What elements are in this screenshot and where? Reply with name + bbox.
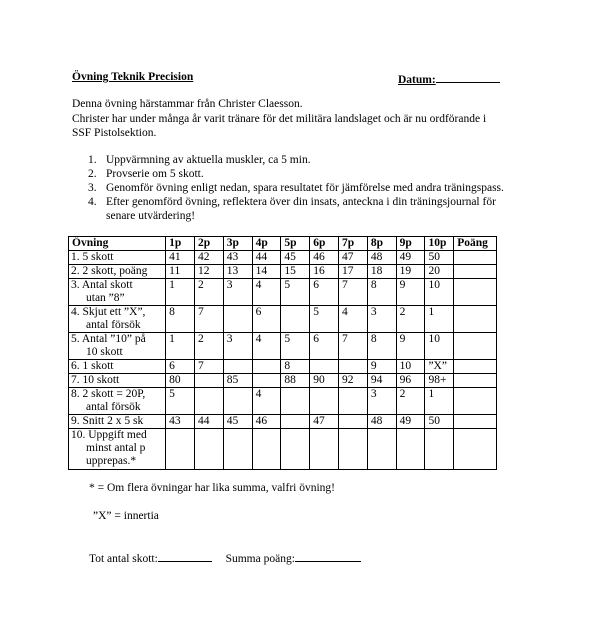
table-cell: 92 [339, 374, 368, 388]
step-number: 3. [88, 182, 97, 194]
table-cell: 9 [396, 279, 425, 306]
points-cell [454, 360, 497, 374]
table-cell: 43 [166, 415, 195, 429]
exercise-table [68, 236, 497, 470]
table-row [69, 279, 497, 306]
list-item [88, 153, 538, 167]
table-row [69, 251, 497, 265]
row-label-line: 5. Antal ”10” på [71, 333, 146, 345]
table-cell: 3 [367, 388, 396, 415]
points-cell [454, 265, 497, 279]
column-header: 5p [281, 237, 310, 251]
table-cell: 2 [194, 279, 223, 306]
table-cell [281, 429, 310, 470]
date-blank-line [436, 71, 500, 83]
table-cell: 49 [396, 251, 425, 265]
table-cell: 6 [252, 306, 281, 333]
table-cell: 44 [252, 251, 281, 265]
table-cell: 96 [396, 374, 425, 388]
row-label: 6. 1 skott [69, 360, 166, 374]
row-label [69, 279, 166, 306]
row-label [69, 333, 166, 360]
column-header: Poäng [454, 237, 497, 251]
table-row [69, 374, 497, 388]
table-cell: 9 [396, 333, 425, 360]
table-cell: 45 [281, 251, 310, 265]
table-cell: 88 [281, 374, 310, 388]
row-label [69, 388, 166, 415]
column-header: 9p [396, 237, 425, 251]
row-label-line: 3. Antal skott [71, 279, 133, 291]
table-row [69, 333, 497, 360]
table-cell [223, 429, 252, 470]
table-cell: 8 [166, 306, 195, 333]
table-cell: 41 [166, 251, 195, 265]
points-cell [454, 415, 497, 429]
date-label: Datum: [398, 74, 436, 86]
table-cell: 6 [310, 333, 339, 360]
table-row [69, 306, 497, 333]
table-cell [223, 360, 252, 374]
date-field [398, 71, 500, 87]
table-cell: 11 [166, 265, 195, 279]
table-cell: 9 [367, 360, 396, 374]
table-cell [281, 306, 310, 333]
row-label-line: antal försök [86, 319, 141, 331]
table-cell: 8 [367, 333, 396, 360]
column-header: 2p [194, 237, 223, 251]
table-cell: 46 [310, 251, 339, 265]
table-cell: 3 [367, 306, 396, 333]
table-cell: 50 [425, 251, 454, 265]
total-points-label: Summa poäng: [225, 553, 295, 565]
table-cell: 85 [223, 374, 252, 388]
table-cell [194, 374, 223, 388]
table-cell [223, 306, 252, 333]
column-header: 6p [310, 237, 339, 251]
table-cell: 45 [223, 415, 252, 429]
row-label-line: utan ”8” [86, 292, 125, 304]
table-cell: 50 [425, 415, 454, 429]
column-header: 4p [252, 237, 281, 251]
table-cell: 5 [281, 333, 310, 360]
points-cell [454, 374, 497, 388]
table-cell: 49 [396, 415, 425, 429]
x-note: ”X” = innertia [93, 510, 159, 522]
total-shots-label: Tot antal skott: [89, 553, 158, 565]
list-item [88, 167, 538, 181]
table-cell: 19 [396, 265, 425, 279]
table-cell: 7 [194, 360, 223, 374]
table-cell: ”X” [425, 360, 454, 374]
table-cell: 42 [194, 251, 223, 265]
table-cell [339, 429, 368, 470]
table-cell [252, 374, 281, 388]
table-cell [310, 388, 339, 415]
row-label: 9. Snitt 2 x 5 sk [69, 415, 166, 429]
table-cell [252, 360, 281, 374]
row-label: 2. 2 skott, poäng [69, 265, 166, 279]
table-cell: 4 [252, 333, 281, 360]
table-cell [310, 429, 339, 470]
table-cell: 10 [425, 333, 454, 360]
table-cell: 18 [367, 265, 396, 279]
total-shots-blank [158, 550, 212, 562]
table-cell: 46 [252, 415, 281, 429]
row-label [69, 306, 166, 333]
table-header-row [69, 237, 497, 251]
table-cell [425, 429, 454, 470]
row-label-line: 10. Uppgift med [71, 429, 147, 441]
table-cell: 2 [396, 388, 425, 415]
table-cell: 3 [223, 279, 252, 306]
step-number: 4. [88, 196, 97, 208]
table-cell: 4 [339, 306, 368, 333]
table-cell: 2 [194, 333, 223, 360]
table-row [69, 388, 497, 415]
table-cell: 10 [396, 360, 425, 374]
table-cell: 94 [367, 374, 396, 388]
row-label: 1. 5 skott [69, 251, 166, 265]
row-label-line: minst antal p [86, 442, 146, 454]
table-cell: 8 [367, 279, 396, 306]
table-cell: 2 [396, 306, 425, 333]
step-number: 1. [88, 154, 97, 166]
list-item [88, 195, 538, 223]
table-cell [166, 429, 195, 470]
table-cell [194, 429, 223, 470]
row-label: 7. 10 skott [69, 374, 166, 388]
row-label-line: 4. Skjut ett ”X”, [71, 306, 146, 318]
step-list [88, 153, 538, 223]
table-cell: 1 [166, 279, 195, 306]
table-cell: 15 [281, 265, 310, 279]
table-cell: 3 [223, 333, 252, 360]
table-cell: 5 [281, 279, 310, 306]
table-cell: 5 [166, 388, 195, 415]
step-text: Provserie om 5 skott. [106, 168, 204, 180]
table-cell: 98+ [425, 374, 454, 388]
table-cell: 90 [310, 374, 339, 388]
step-number: 2. [88, 168, 97, 180]
table-cell: 47 [339, 251, 368, 265]
step-text: Efter genomförd övning, reflektera över din insats, anteckna i din träningsjournal för [106, 196, 496, 208]
table-cell: 44 [194, 415, 223, 429]
row-label-line: 8. 2 skott = 20P, [71, 388, 146, 400]
table-cell: 1 [425, 306, 454, 333]
step-text: Genomför övning enligt nedan, spara resultatet för jämförelse med andra träningspass. [106, 182, 504, 194]
row-label-line: upprepas.* [86, 455, 137, 467]
table-cell: 48 [367, 415, 396, 429]
step-text-continued: senare utvärdering! [106, 210, 196, 222]
step-text: Uppvärmning av aktuella muskler, ca 5 min. [106, 154, 311, 166]
table-cell: 10 [425, 279, 454, 306]
table-cell [339, 360, 368, 374]
table-cell [281, 388, 310, 415]
total-points-blank [295, 550, 361, 562]
table-cell [281, 415, 310, 429]
points-cell [454, 306, 497, 333]
points-cell [454, 429, 497, 470]
table-row [69, 429, 497, 470]
table-cell: 4 [252, 279, 281, 306]
table-cell [339, 415, 368, 429]
row-label [69, 429, 166, 470]
column-header: 1p [166, 237, 195, 251]
table-cell: 8 [281, 360, 310, 374]
table-row [69, 265, 497, 279]
intro-line-2: Christer har under många år varit tränare för det militära landslaget och är nu ordförande i [72, 113, 487, 125]
points-cell [454, 279, 497, 306]
column-header: 10p [425, 237, 454, 251]
table-cell: 14 [252, 265, 281, 279]
table-cell [339, 388, 368, 415]
table-cell: 47 [310, 415, 339, 429]
table-cell: 43 [223, 251, 252, 265]
table-cell: 12 [194, 265, 223, 279]
points-cell [454, 388, 497, 415]
table-row [69, 360, 497, 374]
table-cell: 7 [339, 333, 368, 360]
column-header: Övning [69, 237, 166, 251]
table-row [69, 415, 497, 429]
table-cell [310, 360, 339, 374]
totals-line [89, 550, 361, 566]
table-cell [396, 429, 425, 470]
page-title: Övning Teknik Precision [72, 71, 194, 83]
table-cell [223, 388, 252, 415]
table-cell: 48 [367, 251, 396, 265]
row-label-line: antal försök [86, 401, 141, 413]
table-cell: 7 [339, 279, 368, 306]
table-cell: 80 [166, 374, 195, 388]
table-cell [367, 429, 396, 470]
table-cell: 13 [223, 265, 252, 279]
table-cell: 1 [166, 333, 195, 360]
table-cell: 20 [425, 265, 454, 279]
footnote: * = Om flera övningar har lika summa, valfri övning! [89, 482, 336, 494]
column-header: 8p [367, 237, 396, 251]
points-cell [454, 251, 497, 265]
table-cell: 17 [339, 265, 368, 279]
column-header: 7p [339, 237, 368, 251]
points-cell [454, 333, 497, 360]
table-cell: 4 [252, 388, 281, 415]
intro-line-1: Denna övning härstammar från Christer Claesson. [72, 98, 303, 110]
column-header: 3p [223, 237, 252, 251]
table-cell: 7 [194, 306, 223, 333]
intro-line-3: SSF Pistolsektion. [72, 127, 157, 139]
table-cell: 16 [310, 265, 339, 279]
table-cell: 6 [310, 279, 339, 306]
table-cell: 5 [310, 306, 339, 333]
list-item [88, 181, 538, 195]
table-cell: 6 [166, 360, 195, 374]
table-cell [252, 429, 281, 470]
table-cell: 1 [425, 388, 454, 415]
row-label-line: 10 skott [86, 346, 123, 358]
table-cell [194, 388, 223, 415]
